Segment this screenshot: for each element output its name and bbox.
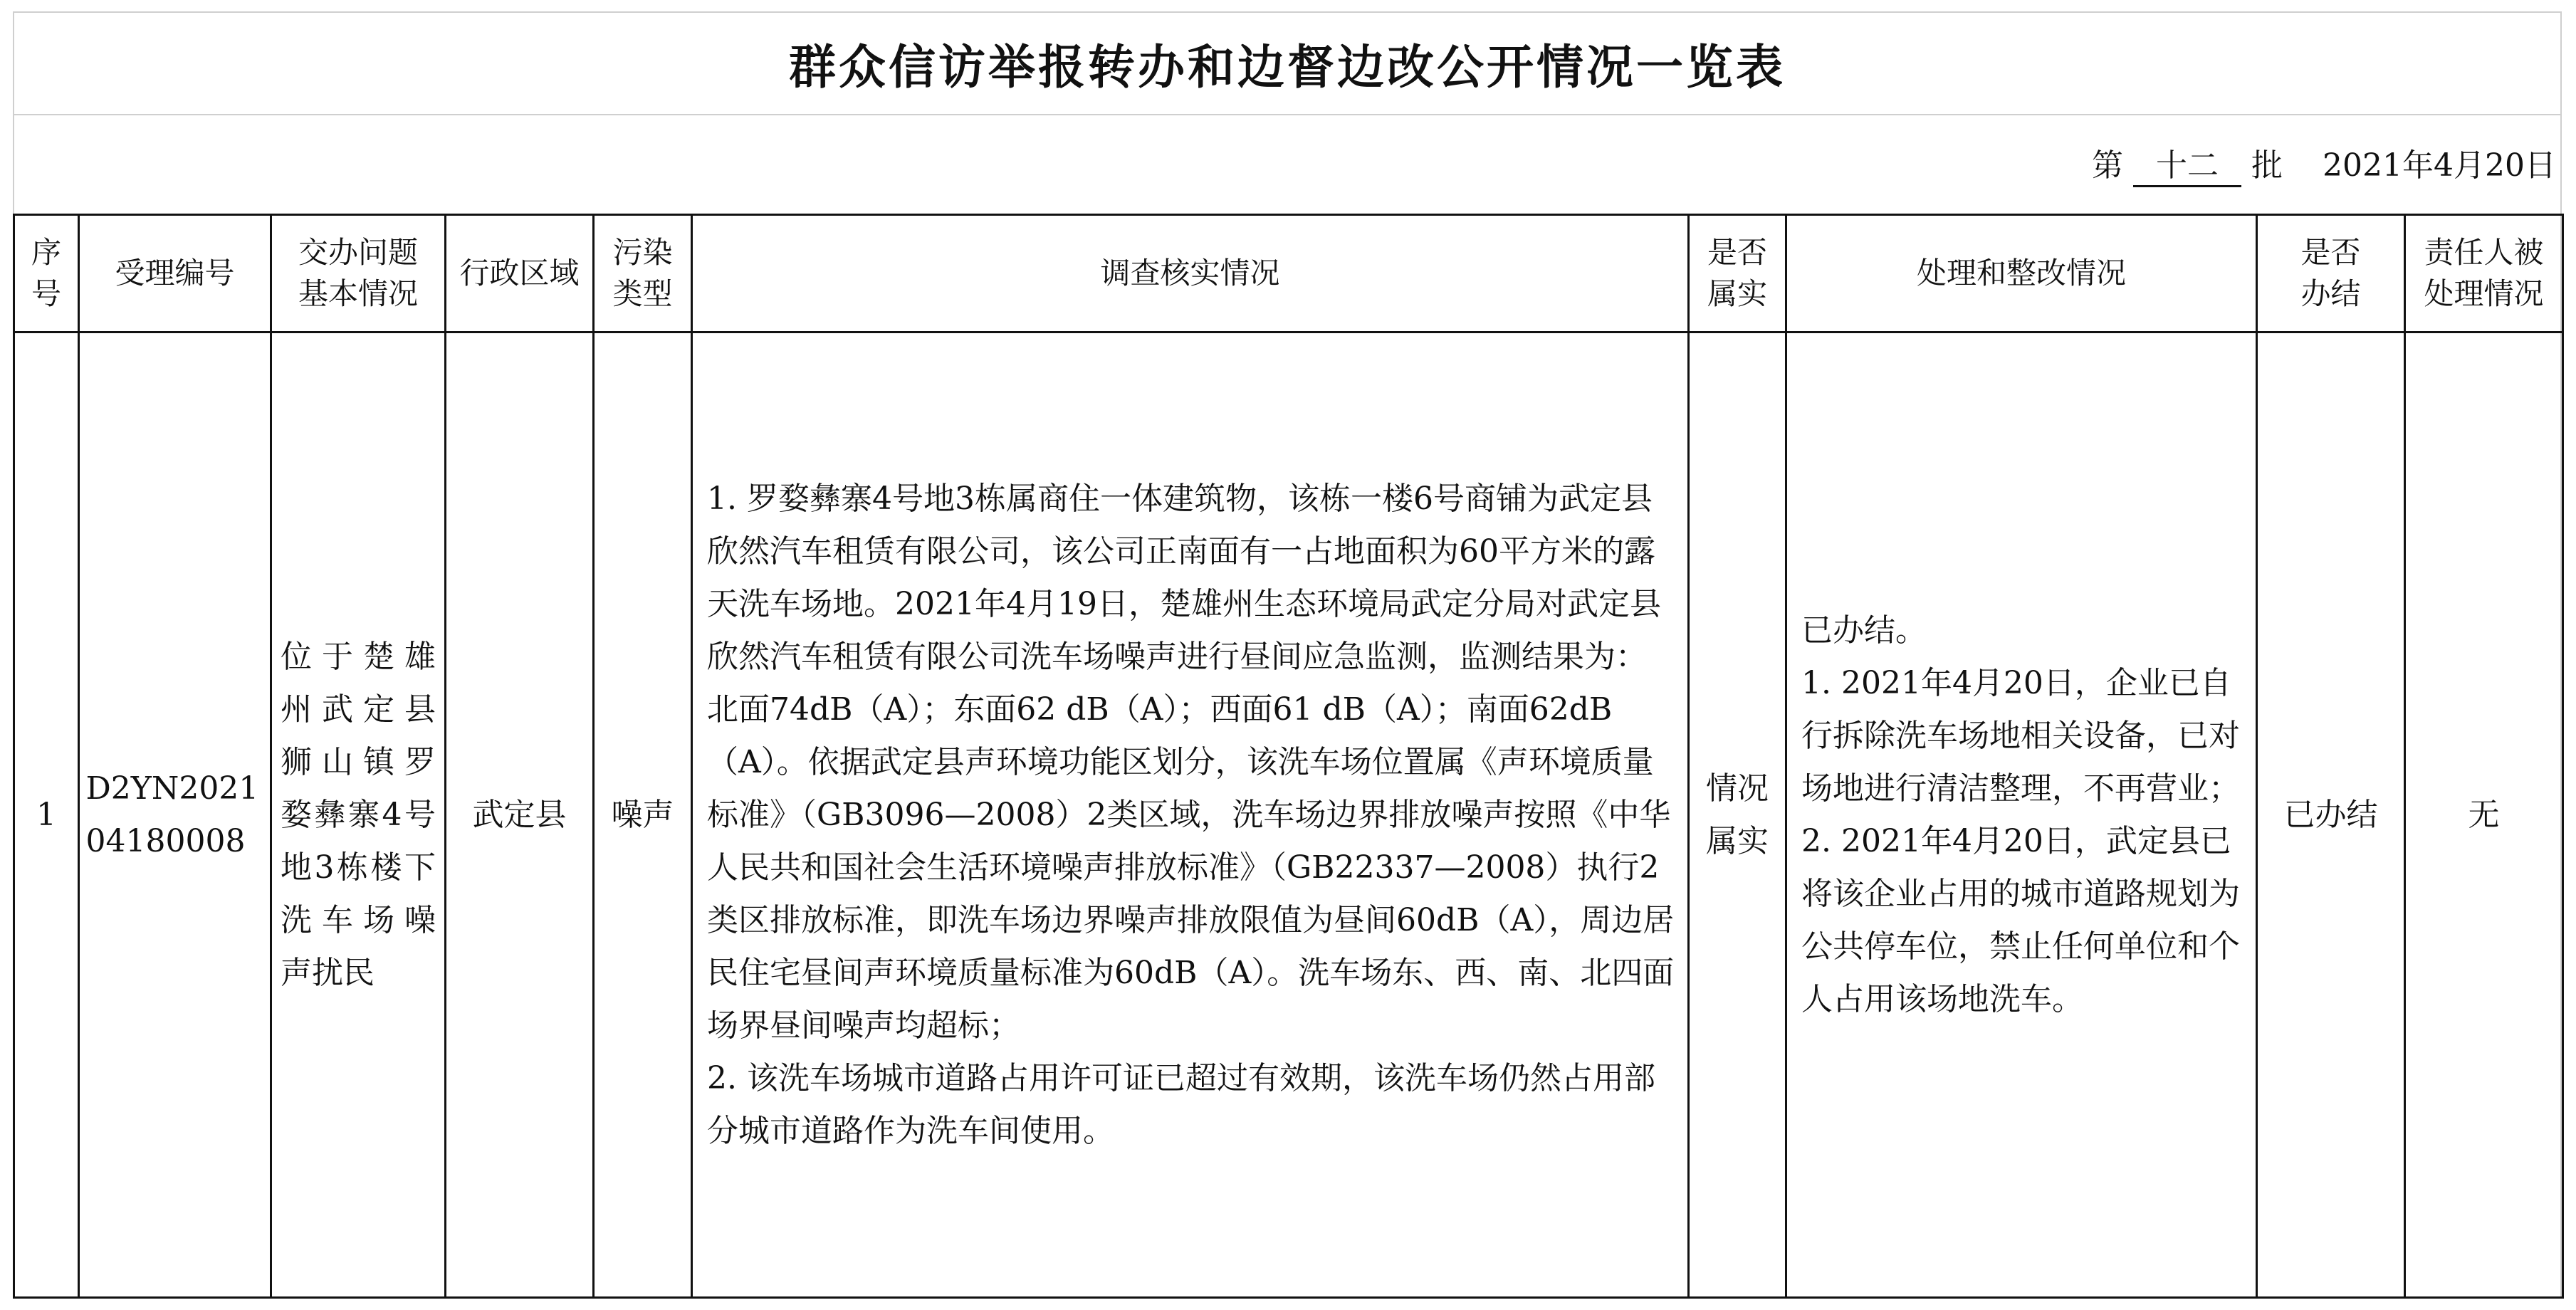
header-verified: 是否属实 (1689, 215, 1786, 332)
table-header-row (14, 215, 2563, 332)
header-investigation: 调查核实情况 (692, 215, 1689, 332)
header-region: 行政区域 (446, 215, 594, 332)
cell-issue: 位于楚雄州武定县狮山镇罗婺彝寨4号地3栋楼下洗车场噪声扰民 (271, 332, 446, 1298)
cell-seq: 1 (14, 332, 79, 1298)
investigation-item-2: 2. 该洗车场城市道路占用许可证已超过有效期，该洗车场仍然占用部分城市道路作为洗车间使用。 (707, 1059, 1655, 1149)
batch-info (2092, 140, 2556, 187)
cell-accountability: 无 (2405, 332, 2563, 1298)
cell-investigation (692, 332, 1689, 1298)
page-title: 群众信访举报转办和边督边改公开情况一览表 (13, 11, 2562, 115)
header-handling: 处理和整改情况 (1786, 215, 2257, 332)
cell-accept-no: D2YN202104180008 (79, 332, 271, 1298)
header-issue: 交办问题基本情况 (271, 215, 446, 332)
cell-handling (1786, 332, 2257, 1298)
table-row (14, 332, 2563, 1298)
batch-suffix: 批 (2251, 147, 2283, 184)
handling-item-2: 2. 2021年4月20日，武定县已将该企业占用的城市道路规划为公共停车位，禁止任何单位和个人占用该场地洗车。 (1801, 822, 2240, 1017)
cell-closed: 已办结 (2257, 332, 2405, 1298)
cell-pollution: 噪声 (594, 332, 692, 1298)
batch-number: 十二 (2133, 140, 2241, 187)
header-accountability: 责任人被处理情况 (2405, 215, 2563, 332)
complaint-table (13, 214, 2564, 1299)
batch-date: 2021年4月20日 (2323, 147, 2556, 184)
cell-region: 武定县 (446, 332, 594, 1298)
investigation-item-1: 1. 罗婺彝寨4号地3栋属商住一体建筑物，该栋一楼6号商铺为武定县欣然汽车租赁有限公司，该公司正南面有一占地面积为60平方米的露天洗车场地。2021年4月19日，楚雄州生态环境局武定分局对武定县欣然汽车租赁有限公司洗车场噪声进行昼间应急监测，监测结果为：北面74dB（A）；东面62 dB（A）；西面61 dB（A）；南面62dB（A）。依据武定县声环境功能区划分，该洗车场位置属《声环境质量标准》（GB3096—2008）2类区域，洗车场边界排放噪声按照《中华人民共和国社会生活环境噪声排放标准》（GB22337—2008）执行2类区排放标准，即洗车场边界噪声排放限值为昼间60dB（A），周边居民住宅昼间声环境质量标准为60dB（A）。洗车场东、西、南、北四面场界昼间噪声均超标； (707, 480, 1675, 1044)
handling-item-1: 1. 2021年4月20日，企业已自行拆除洗车场地相关设备，已对场地进行清洁整理，不再营业； (1801, 664, 2240, 807)
header-seq: 序号 (14, 215, 79, 332)
cell-verified: 情况属实 (1689, 332, 1786, 1298)
header-accept-no: 受理编号 (79, 215, 271, 332)
header-closed: 是否办结 (2257, 215, 2405, 332)
handling-item-0: 已办结。 (1801, 612, 1927, 649)
batch-prefix: 第 (2092, 147, 2124, 184)
header-pollution: 污染类型 (594, 215, 692, 332)
